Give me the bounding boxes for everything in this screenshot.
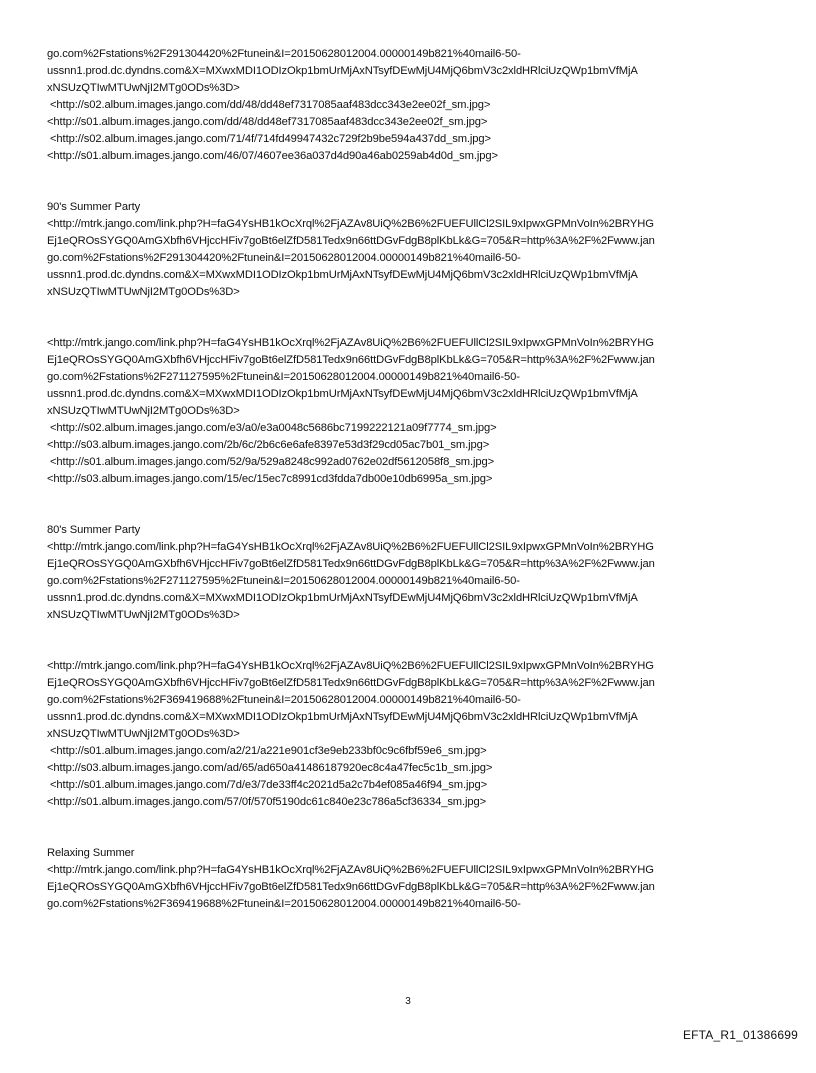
image-link[interactable]: <http://s01.album.images.jango.com/a2/21/a221e901cf3e9eb233bf0c9c6fbf59e6_sm.jpg> <box>50 745 487 757</box>
section-title: 90's Summer Party <box>47 201 141 213</box>
image-links <box>47 420 777 488</box>
link-line[interactable]: go.com%2Fstations%2F369419688%2Ftunein&I=20150628012004.00000149b821%40mail6-50- <box>47 694 521 706</box>
link-line[interactable]: xNSUzQTIwMTUwNjI2MTg0ODs%3D> <box>47 286 240 298</box>
link-line[interactable]: xNSUzQTIwMTUwNjI2MTg0ODs%3D> <box>47 82 240 94</box>
section-80s-summer-party <box>47 522 777 811</box>
section-title: 80's Summer Party <box>47 524 141 536</box>
link-line[interactable]: xNSUzQTIwMTUwNjI2MTg0ODs%3D> <box>47 609 240 621</box>
bates-number: EFTA_R1_01386699 <box>682 1028 798 1042</box>
link-line[interactable]: Ej1eQROsSYGQ0AmGXbfh6VHjccHFiv7goBt6elZfD581Tedx9n66ttDGvFdgB8plKbLk&G=705&R=http%3A%2F%2Fwww.jan <box>47 558 655 570</box>
page-number: 3 <box>405 996 411 1007</box>
image-link[interactable]: <http://s02.album.images.jango.com/e3/a0/e3a0048c5686bc7199222121a09f7774_sm.jpg> <box>50 422 497 434</box>
link-line[interactable]: ussnn1.prod.dc.dyndns.com&X=MXwxMDI1ODIzOkp1bmUrMjAxNTsyfDEwMjU4MjQ6bmV3c2xldHRlciUzQWp1bmVfMjA <box>47 592 638 604</box>
link-line[interactable]: ussnn1.prod.dc.dyndns.com&X=MXwxMDI1ODIzOkp1bmUrMjAxNTsyfDEwMjU4MjQ6bmV3c2xldHRlciUzQWp1bmVfMjA <box>47 388 638 400</box>
link-line[interactable]: Ej1eQROsSYGQ0AmGXbfh6VHjccHFiv7goBt6elZfD581Tedx9n66ttDGvFdgB8plKbLk&G=705&R=http%3A%2F%2Fwww.jan <box>47 354 655 366</box>
image-link[interactable]: <http://s03.album.images.jango.com/2b/6c/2b6c6e6afe8397e53d3f29cd05ac7b01_sm.jpg> <box>47 439 490 451</box>
image-link[interactable]: <http://s01.album.images.jango.com/7d/e3/7de33ff4c2021d5a2c7b4ef085a46f94_sm.jpg> <box>50 779 488 791</box>
link-line[interactable]: go.com%2Fstations%2F291304420%2Ftunein&I=20150628012004.00000149b821%40mail6-50- <box>47 48 521 60</box>
station-link[interactable] <box>47 335 777 420</box>
top-link-block[interactable] <box>47 46 777 97</box>
document-body <box>47 46 777 913</box>
image-link[interactable]: <http://s02.album.images.jango.com/71/4f/714fd49947432c729f2b9be594a437dd_sm.jpg> <box>50 133 491 145</box>
image-link[interactable]: <http://s02.album.images.jango.com/dd/48/dd48ef7317085aaf483dcc343e2ee02f_sm.jpg> <box>50 99 491 111</box>
link-line[interactable]: go.com%2Fstations%2F291304420%2Ftunein&I=20150628012004.00000149b821%40mail6-50- <box>47 252 521 264</box>
link-line[interactable]: <http://mtrk.jango.com/link.php?H=faG4YsHB1kOcXrql%2FjAZAv8UiQ%2B6%2FUEFUllCl2SIL9xIpwxGPMnVoIn%2BRYHG <box>47 541 654 553</box>
link-line[interactable]: xNSUzQTIwMTUwNjI2MTg0ODs%3D> <box>47 405 240 417</box>
image-link[interactable]: <http://s01.album.images.jango.com/57/0f/570f5190dc61c840e23c786a5cf36334_sm.jpg> <box>47 796 487 808</box>
image-link[interactable]: <http://s03.album.images.jango.com/15/ec/15ec7c8991cd3fdda7db00e10db6995a_sm.jpg> <box>47 473 493 485</box>
link-line[interactable]: xNSUzQTIwMTUwNjI2MTg0ODs%3D> <box>47 728 240 740</box>
link-line[interactable]: <http://mtrk.jango.com/link.php?H=faG4YsHB1kOcXrql%2FjAZAv8UiQ%2B6%2FUEFUllCl2SIL9xIpwxGPMnVoIn%2BRYHG <box>47 337 654 349</box>
station-link[interactable] <box>47 658 777 743</box>
title-link[interactable] <box>47 862 777 913</box>
image-link[interactable]: <http://s01.album.images.jango.com/46/07/4607ee36a037d4d90a46ab0259ab4d0d_sm.jpg> <box>47 150 498 162</box>
image-links <box>47 743 777 811</box>
section-relaxing-summer <box>47 845 777 913</box>
link-line[interactable]: ussnn1.prod.dc.dyndns.com&X=MXwxMDI1ODIzOkp1bmUrMjAxNTsyfDEwMjU4MjQ6bmV3c2xldHRlciUzQWp1bmVfMjA <box>47 711 638 723</box>
link-line[interactable]: go.com%2Fstations%2F271127595%2Ftunein&I=20150628012004.00000149b821%40mail6-50- <box>47 575 520 587</box>
link-line[interactable]: <http://mtrk.jango.com/link.php?H=faG4YsHB1kOcXrql%2FjAZAv8UiQ%2B6%2FUEFUllCl2SIL9xIpwxGPMnVoIn%2BRYHG <box>47 660 654 672</box>
link-line[interactable]: ussnn1.prod.dc.dyndns.com&X=MXwxMDI1ODIzOkp1bmUrMjAxNTsyfDEwMjU4MjQ6bmV3c2xldHRlciUzQWp1bmVfMjA <box>47 269 638 281</box>
image-link[interactable]: <http://s01.album.images.jango.com/52/9a/529a8248c992ad0762e02df5612058f8_sm.jpg> <box>50 456 495 468</box>
link-line[interactable]: Ej1eQROsSYGQ0AmGXbfh6VHjccHFiv7goBt6elZfD581Tedx9n66ttDGvFdgB8plKbLk&G=705&R=http%3A%2F%2Fwww.jan <box>47 677 655 689</box>
image-link[interactable]: <http://s01.album.images.jango.com/dd/48/dd48ef7317085aaf483dcc343e2ee02f_sm.jpg> <box>47 116 488 128</box>
link-line[interactable]: go.com%2Fstations%2F369419688%2Ftunein&I=20150628012004.00000149b821%40mail6-50- <box>47 898 521 910</box>
link-line[interactable]: <http://mtrk.jango.com/link.php?H=faG4YsHB1kOcXrql%2FjAZAv8UiQ%2B6%2FUEFUllCl2SIL9xIpwxGPMnVoIn%2BRYHG <box>47 218 654 230</box>
link-line[interactable]: Ej1eQROsSYGQ0AmGXbfh6VHjccHFiv7goBt6elZfD581Tedx9n66ttDGvFdgB8plKbLk&G=705&R=http%3A%2F%2Fwww.jan <box>47 235 655 247</box>
section-90s-summer-party <box>47 199 777 488</box>
link-line[interactable]: Ej1eQROsSYGQ0AmGXbfh6VHjccHFiv7goBt6elZfD581Tedx9n66ttDGvFdgB8plKbLk&G=705&R=http%3A%2F%2Fwww.jan <box>47 881 655 893</box>
title-link[interactable] <box>47 539 777 624</box>
section-title: Relaxing Summer <box>47 847 135 859</box>
link-line[interactable]: ussnn1.prod.dc.dyndns.com&X=MXwxMDI1ODIzOkp1bmUrMjAxNTsyfDEwMjU4MjQ6bmV3c2xldHRlciUzQWp1bmVfMjA <box>47 65 638 77</box>
image-link[interactable]: <http://s03.album.images.jango.com/ad/65/ad650a41486187920ec8c4a47fec5c1b_sm.jpg> <box>47 762 493 774</box>
link-line[interactable]: <http://mtrk.jango.com/link.php?H=faG4YsHB1kOcXrql%2FjAZAv8UiQ%2B6%2FUEFUllCl2SIL9xIpwxGPMnVoIn%2BRYHG <box>47 864 654 876</box>
link-line[interactable]: go.com%2Fstations%2F271127595%2Ftunein&I=20150628012004.00000149b821%40mail6-50- <box>47 371 520 383</box>
title-link[interactable] <box>47 216 777 301</box>
top-image-links <box>47 97 777 165</box>
